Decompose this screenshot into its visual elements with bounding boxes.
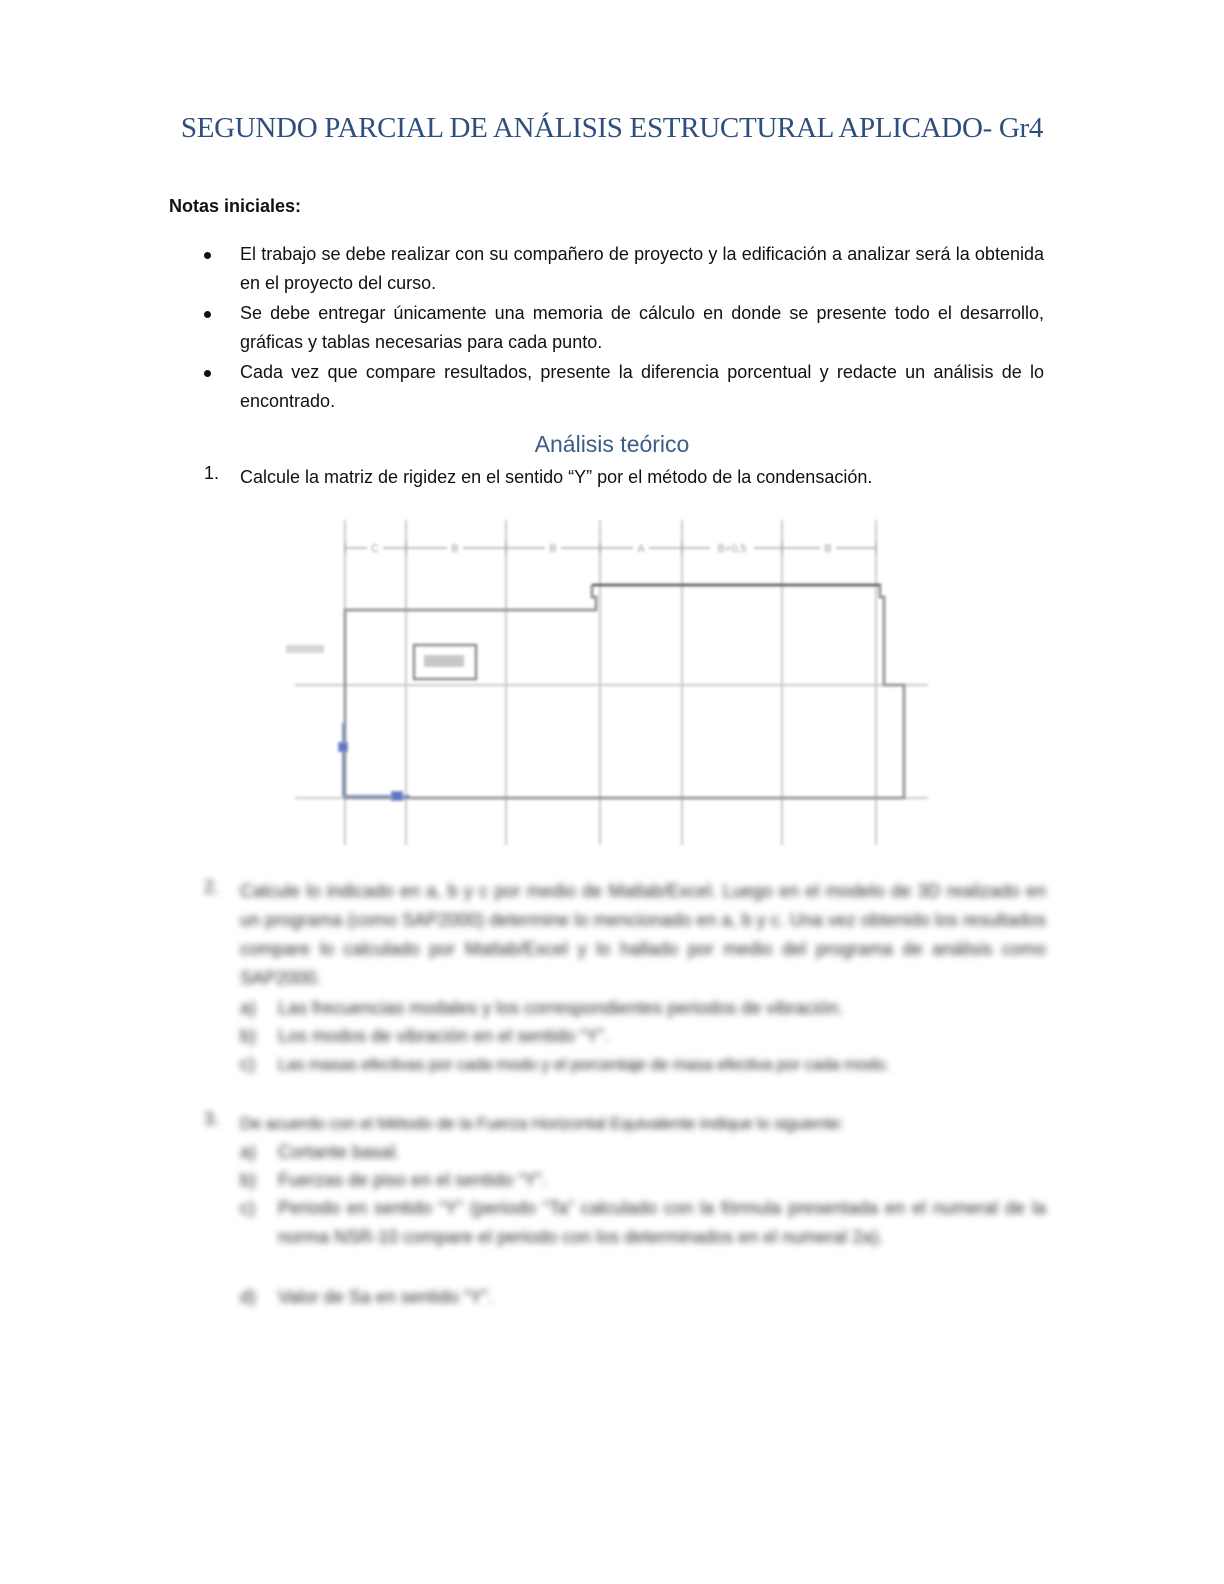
dimension-label: C [371, 543, 379, 555]
bullet-icon [204, 252, 211, 259]
question-text: De acuerdo con el Método de la Fuerza Horizontal Equivalente indique lo siguiente: [240, 1114, 844, 1133]
dimension-label: B [549, 543, 557, 555]
bullet-icon [204, 370, 211, 377]
dimension-line [345, 542, 876, 554]
question-text: Calcule lo indicado en a, b y c por medio de Matlab/Excel. Luego en el modelo de 3D realizado en un programa (como SAP2000) determine lo mencionado en a, b y c. Una vez obtenido los resultados compare lo calculado por Matlab/Excel y lo hallado por medio del programa de análisis como SAP2000. [240, 881, 1046, 988]
question-text: Calcule la matriz de rigidez en el sentido “Y” por el método de la condensación. [240, 467, 873, 487]
notes-list [240, 240, 1044, 417]
note-item: Cada vez que compare resultados, presente la diferencia porcentual y redacte un análisis de lo encontrado. [240, 358, 1044, 416]
tag-box-mark [424, 655, 464, 667]
bullet-icon [204, 311, 211, 318]
building-outline [345, 585, 904, 798]
document-page: SEGUNDO PARCIAL DE ANÁLISIS ESTRUCTURAL APLICADO- Gr4 Notas iniciales: El trabajo se debe realizar con su compañero de proyecto y la edificación a analizar será la obtenida en el proyecto del curso. Se debe entregar únicamente una memoria de cálculo en donde se presente todo el desarrollo, gráficas y tablas necesarias para cada punto. Cada vez que compare resultados, presente la diferencia porcentual y redacte un análisis de lo encontrado. Análisis teórico 1. Calcule la matriz de rigidez en el sentido “Y” por el método de la condensación. C B B A B+0,5 B 2. Calcule lo indicado en a, b y c por medio de Matlab/Excel. Luego en el modelo de 3D realizado en un programa (como SAP2000) determine lo mencionado en a, b y c. Una vez obtenido los resultados compare lo calculado por Matlab/Excel y lo hallado por medio del programa de análisis como SAP2000. a) Las frecuencias modales y los correspondientes periodos de vibración. b) Los modos de vibración en el sentido “Y”. c) Las masas efectivas por cada modo y el porcentaje de masa efectiva por cada modo. 3. De acuerdo con el Método de la Fuerza Horizontal Equivalente indique lo siguiente: a) Cortante basal. b) Fuerzas de piso en el sentido “Y”. c) Periodo en sentido “Y” (periodo “Ta” calculado con la fórmula presentada en el numeral de la norma NSR-10 compare el periodo con los determinados en el numeral 2a). d) Valor de Sa en sentido “Y”. [0, 0, 1224, 1584]
floor-plan-figure [280, 515, 940, 850]
document-title: SEGUNDO PARCIAL DE ANÁLISIS ESTRUCTURAL APLICADO- Gr4 [180, 112, 1044, 144]
notes-heading: Notas iniciales: [169, 196, 302, 216]
dimension-label: B+0,5 [717, 543, 747, 555]
level-marker [286, 645, 324, 653]
question-number: 2. [204, 877, 220, 897]
dimension-label: B [824, 543, 832, 555]
question-number: 3. [204, 1109, 220, 1129]
note-item: Se debe entregar únicamente una memoria de cálculo en donde se presente todo el desarrollo, gráficas y tablas necesarias para cada punto. [240, 299, 1044, 357]
section-title: Análisis teórico [534, 431, 690, 457]
dimension-label: B [451, 543, 459, 555]
dimension-label: A [637, 543, 645, 555]
question-number: 1. [204, 463, 220, 483]
note-item: El trabajo se debe realizar con su compañero de proyecto y la edificación a analizar será la obtenida en el proyecto del curso. [240, 240, 1044, 298]
axis-indicator [339, 723, 410, 800]
